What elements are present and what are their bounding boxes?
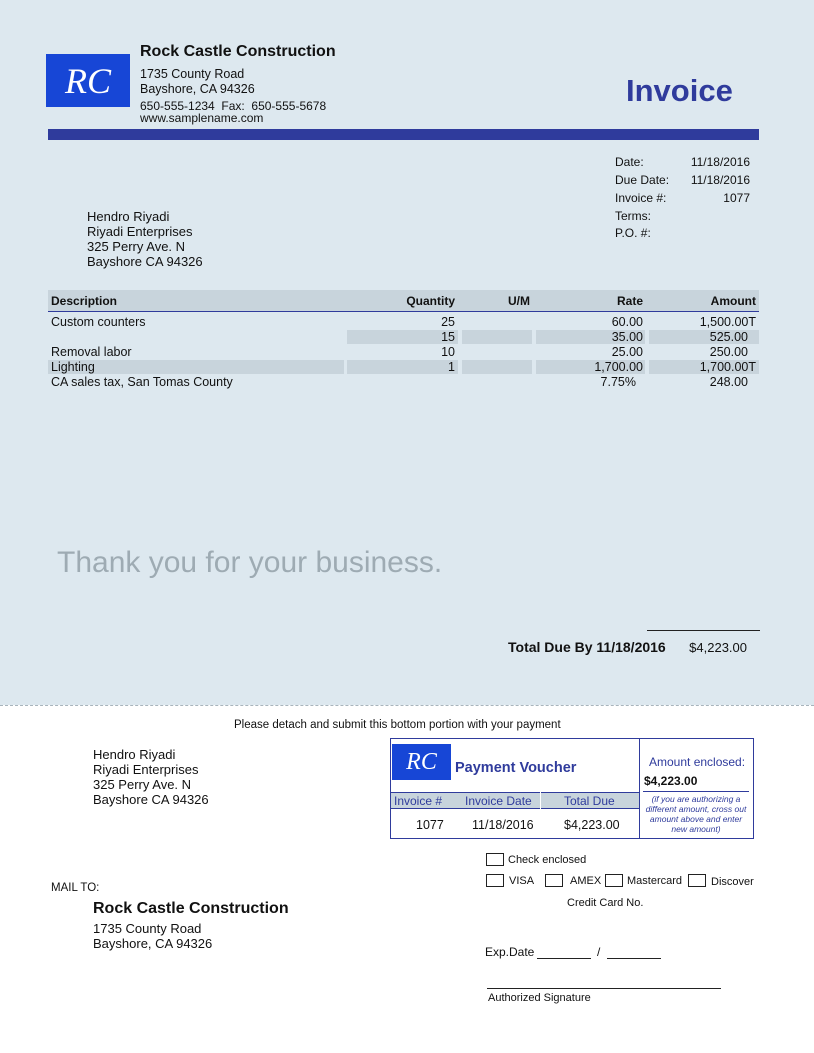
signature-line[interactable] (487, 988, 721, 989)
line-item-rate: 7.75% (600, 375, 636, 389)
col-quantity: Quantity (406, 294, 455, 308)
voucher-invoice-date: 11/18/2016 (472, 818, 534, 832)
detach-line (0, 705, 814, 706)
line-item-rate: 25.00 (611, 345, 643, 359)
po-label: P.O. #: (615, 226, 651, 240)
exp-year-line[interactable] (607, 958, 661, 959)
line-item-description: Custom counters (51, 315, 146, 329)
mail-to-address2: Bayshore, CA 94326 (93, 936, 213, 951)
bill-to-company: Riyadi Enterprises (87, 224, 193, 239)
col-rate: Rate (616, 294, 643, 308)
voucher-bill-street: 325 Perry Ave. N (93, 777, 192, 792)
thank-you-message: Thank you for your business. (57, 546, 443, 579)
visa-checkbox[interactable] (486, 874, 504, 887)
total-rule (647, 630, 760, 631)
line-item-description: Removal labor (51, 345, 132, 359)
mail-to-company: Rock Castle Construction (93, 900, 289, 917)
row-stripe (462, 330, 532, 344)
amount-note: (if you are authorizing a different amount, cross out amount above and enter new amount) (645, 794, 747, 834)
voucher-col-invoice: Invoice # (394, 794, 443, 808)
date-value: 11/18/2016 (690, 155, 750, 169)
company-phone-fax: 650-555-1234 Fax: 650-555-5678 (140, 99, 327, 113)
voucher-bill-city: Bayshore CA 94326 (93, 792, 209, 807)
voucher-logo-text: RC (406, 748, 437, 775)
voucher-col-date: Invoice Date (465, 794, 532, 808)
voucher-logo (392, 744, 451, 780)
exp-month-line[interactable] (537, 958, 591, 959)
line-item-amount: 248.00 (709, 375, 748, 389)
logo-text: RC (64, 60, 111, 101)
total-due-label: Total Due By 11/18/2016 (508, 639, 666, 655)
bill-to-city: Bayshore CA 94326 (87, 254, 203, 269)
line-item-amount: 1,500.00T (699, 315, 756, 329)
voucher-col-sep (540, 792, 541, 809)
line-item-rate: 35.00 (611, 330, 643, 344)
mastercard-label: Mastercard (627, 875, 683, 887)
col-um: U/M (508, 294, 530, 308)
signature-label: Authorized Signature (488, 992, 591, 1004)
mail-to-label: MAIL TO: (51, 882, 100, 894)
voucher-bill-company: Riyadi Enterprises (93, 762, 199, 777)
bill-to-street: 325 Perry Ave. N (87, 239, 186, 254)
row-stripe (462, 360, 532, 374)
line-item-description: Lighting (51, 360, 95, 374)
payment-voucher (390, 738, 754, 839)
date-label: Date: (615, 155, 644, 169)
document-title: Invoice (626, 73, 733, 108)
total-due-value: $4,223.00 (689, 640, 747, 655)
invoice-number-label: Invoice #: (615, 191, 667, 205)
line-item-amount: 1,700.00T (699, 360, 756, 374)
header-divider (48, 129, 759, 140)
check-enclosed-label: Check enclosed (508, 854, 587, 866)
due-date-value: 11/18/2016 (690, 173, 750, 187)
voucher-title: Payment Voucher (455, 760, 577, 776)
check-enclosed-checkbox[interactable] (486, 853, 504, 866)
company-logo (46, 54, 130, 107)
amount-enclosed-label: Amount enclosed: (649, 755, 746, 769)
line-item-amount: 250.00 (709, 345, 748, 359)
invoice-number-value: 1077 (723, 191, 750, 205)
voucher-invoice-number: 1077 (416, 818, 444, 832)
amount-rule (643, 791, 749, 792)
line-item-quantity: 1 (448, 360, 455, 374)
exp-date-separator: / (597, 945, 601, 959)
voucher-col-total: Total Due (564, 794, 615, 808)
mastercard-checkbox[interactable] (605, 874, 623, 887)
due-date-label: Due Date: (615, 173, 670, 187)
col-description: Description (51, 294, 118, 308)
company-website: www.samplename.com (140, 111, 264, 125)
bill-to-name: Hendro Riyadi (87, 209, 170, 224)
terms-label: Terms: (615, 209, 651, 223)
line-item-quantity: 25 (441, 315, 455, 329)
discover-label: Discover (711, 876, 754, 888)
line-item-amount: 525.00 (709, 330, 748, 344)
discover-checkbox[interactable] (688, 874, 706, 887)
company-address2: Bayshore, CA 94326 (140, 82, 255, 96)
line-item-description: CA sales tax, San Tomas County (51, 375, 233, 389)
amex-label: AMEX (570, 875, 602, 887)
amount-enclosed-value: $4,223.00 (644, 774, 698, 788)
voucher-bill-name: Hendro Riyadi (93, 747, 176, 762)
detach-note: Please detach and submit this bottom portion with your payment (234, 719, 561, 731)
exp-date-label: Exp.Date (485, 945, 535, 959)
voucher-total-due: $4,223.00 (564, 818, 620, 832)
col-amount: Amount (710, 294, 756, 308)
line-item-rate: 60.00 (611, 315, 643, 329)
mail-to-address1: 1735 County Road (93, 921, 202, 936)
line-item-rate: 1,700.00 (594, 360, 643, 374)
line-item-quantity: 10 (441, 345, 455, 359)
company-name: Rock Castle Construction (140, 43, 336, 60)
line-item-quantity: 15 (441, 330, 455, 344)
amex-checkbox[interactable] (545, 874, 563, 887)
visa-label: VISA (509, 875, 535, 887)
company-address1: 1735 County Road (140, 67, 245, 81)
voucher-divider-vertical (639, 739, 640, 838)
credit-card-number-label: Credit Card No. (567, 897, 644, 909)
